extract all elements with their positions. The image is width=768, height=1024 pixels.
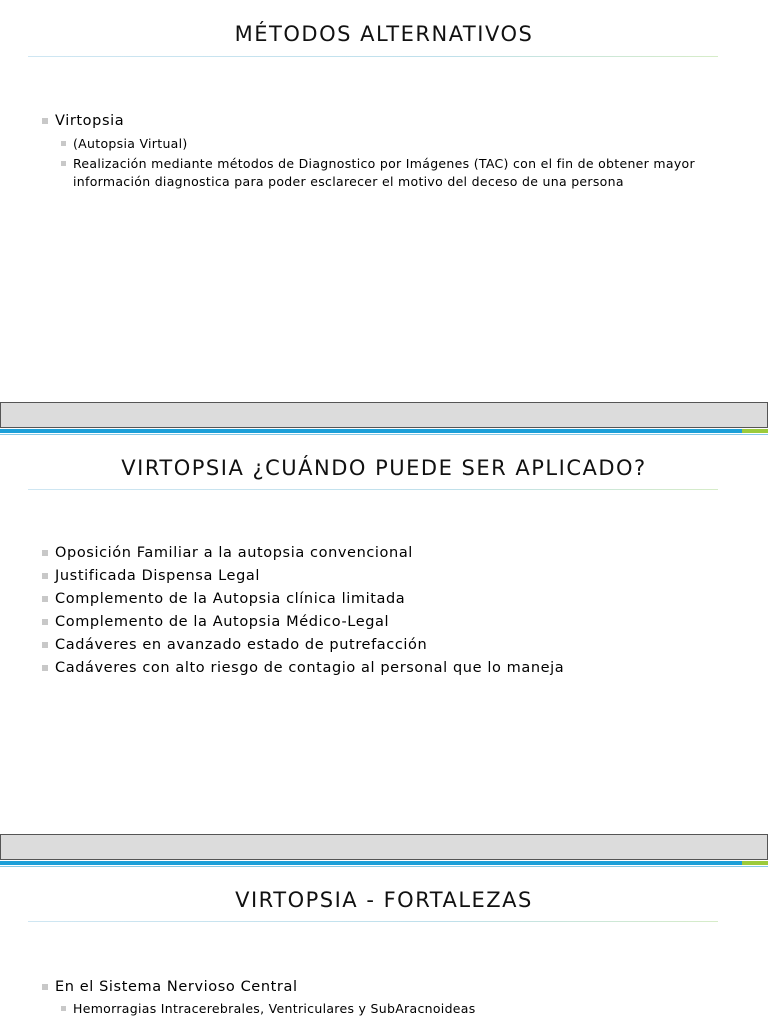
title-divider [28,489,718,490]
slide-3 [0,868,768,1024]
sub-bullet-item: Realización mediante métodos de Diagnostico por Imágenes (TAC) con el fin de obtener mayor información diagnostica para poder esclarecer el motivo del deceso de una persona [0,155,768,191]
bullet-list [0,542,768,680]
slide-footer-stripe [0,861,768,865]
slide-title: VIRTOPSIA - FORTALEZAS [235,888,533,912]
slide-title: VIRTOPSIA ¿CUÁNDO PUEDE SER APLICADO? [121,456,647,480]
slide-footer-bar [0,402,768,428]
stripe-green [742,861,768,865]
bullet-list [0,976,768,1018]
sub-bullet-item: (Autopsia Virtual) [0,135,768,153]
stripe-blue [0,429,742,433]
slide-footer-stripe [0,429,768,433]
slide-2 [0,436,768,834]
stripe-green [742,429,768,433]
bullet-item: Virtopsia [0,110,768,133]
title-divider [28,921,718,922]
slide-title: MÉTODOS ALTERNATIVOS [234,22,534,46]
stripe-blue [0,861,742,865]
bullet-item: Cadáveres con alto riesgo de contagio al personal que lo maneja [0,657,768,680]
bullet-list [0,110,768,191]
bullet-item: En el Sistema Nervioso Central [0,976,768,999]
title-divider [28,56,718,57]
sub-bullet-item: Hemorragias Intracerebrales, Ventriculares y SubAracnoideas [0,1000,768,1018]
bullet-item: Complemento de la Autopsia clínica limitada [0,588,768,611]
bullet-item: Cadáveres en avanzado estado de putrefacción [0,634,768,657]
bullet-item: Justificada Dispensa Legal [0,565,768,588]
slide-footer-bar [0,834,768,860]
slide-1 [0,0,768,402]
bullet-item: Oposición Familiar a la autopsia convencional [0,542,768,565]
stripe-thin [0,434,768,435]
stripe-thin [0,866,768,867]
bullet-item: Complemento de la Autopsia Médico-Legal [0,611,768,634]
